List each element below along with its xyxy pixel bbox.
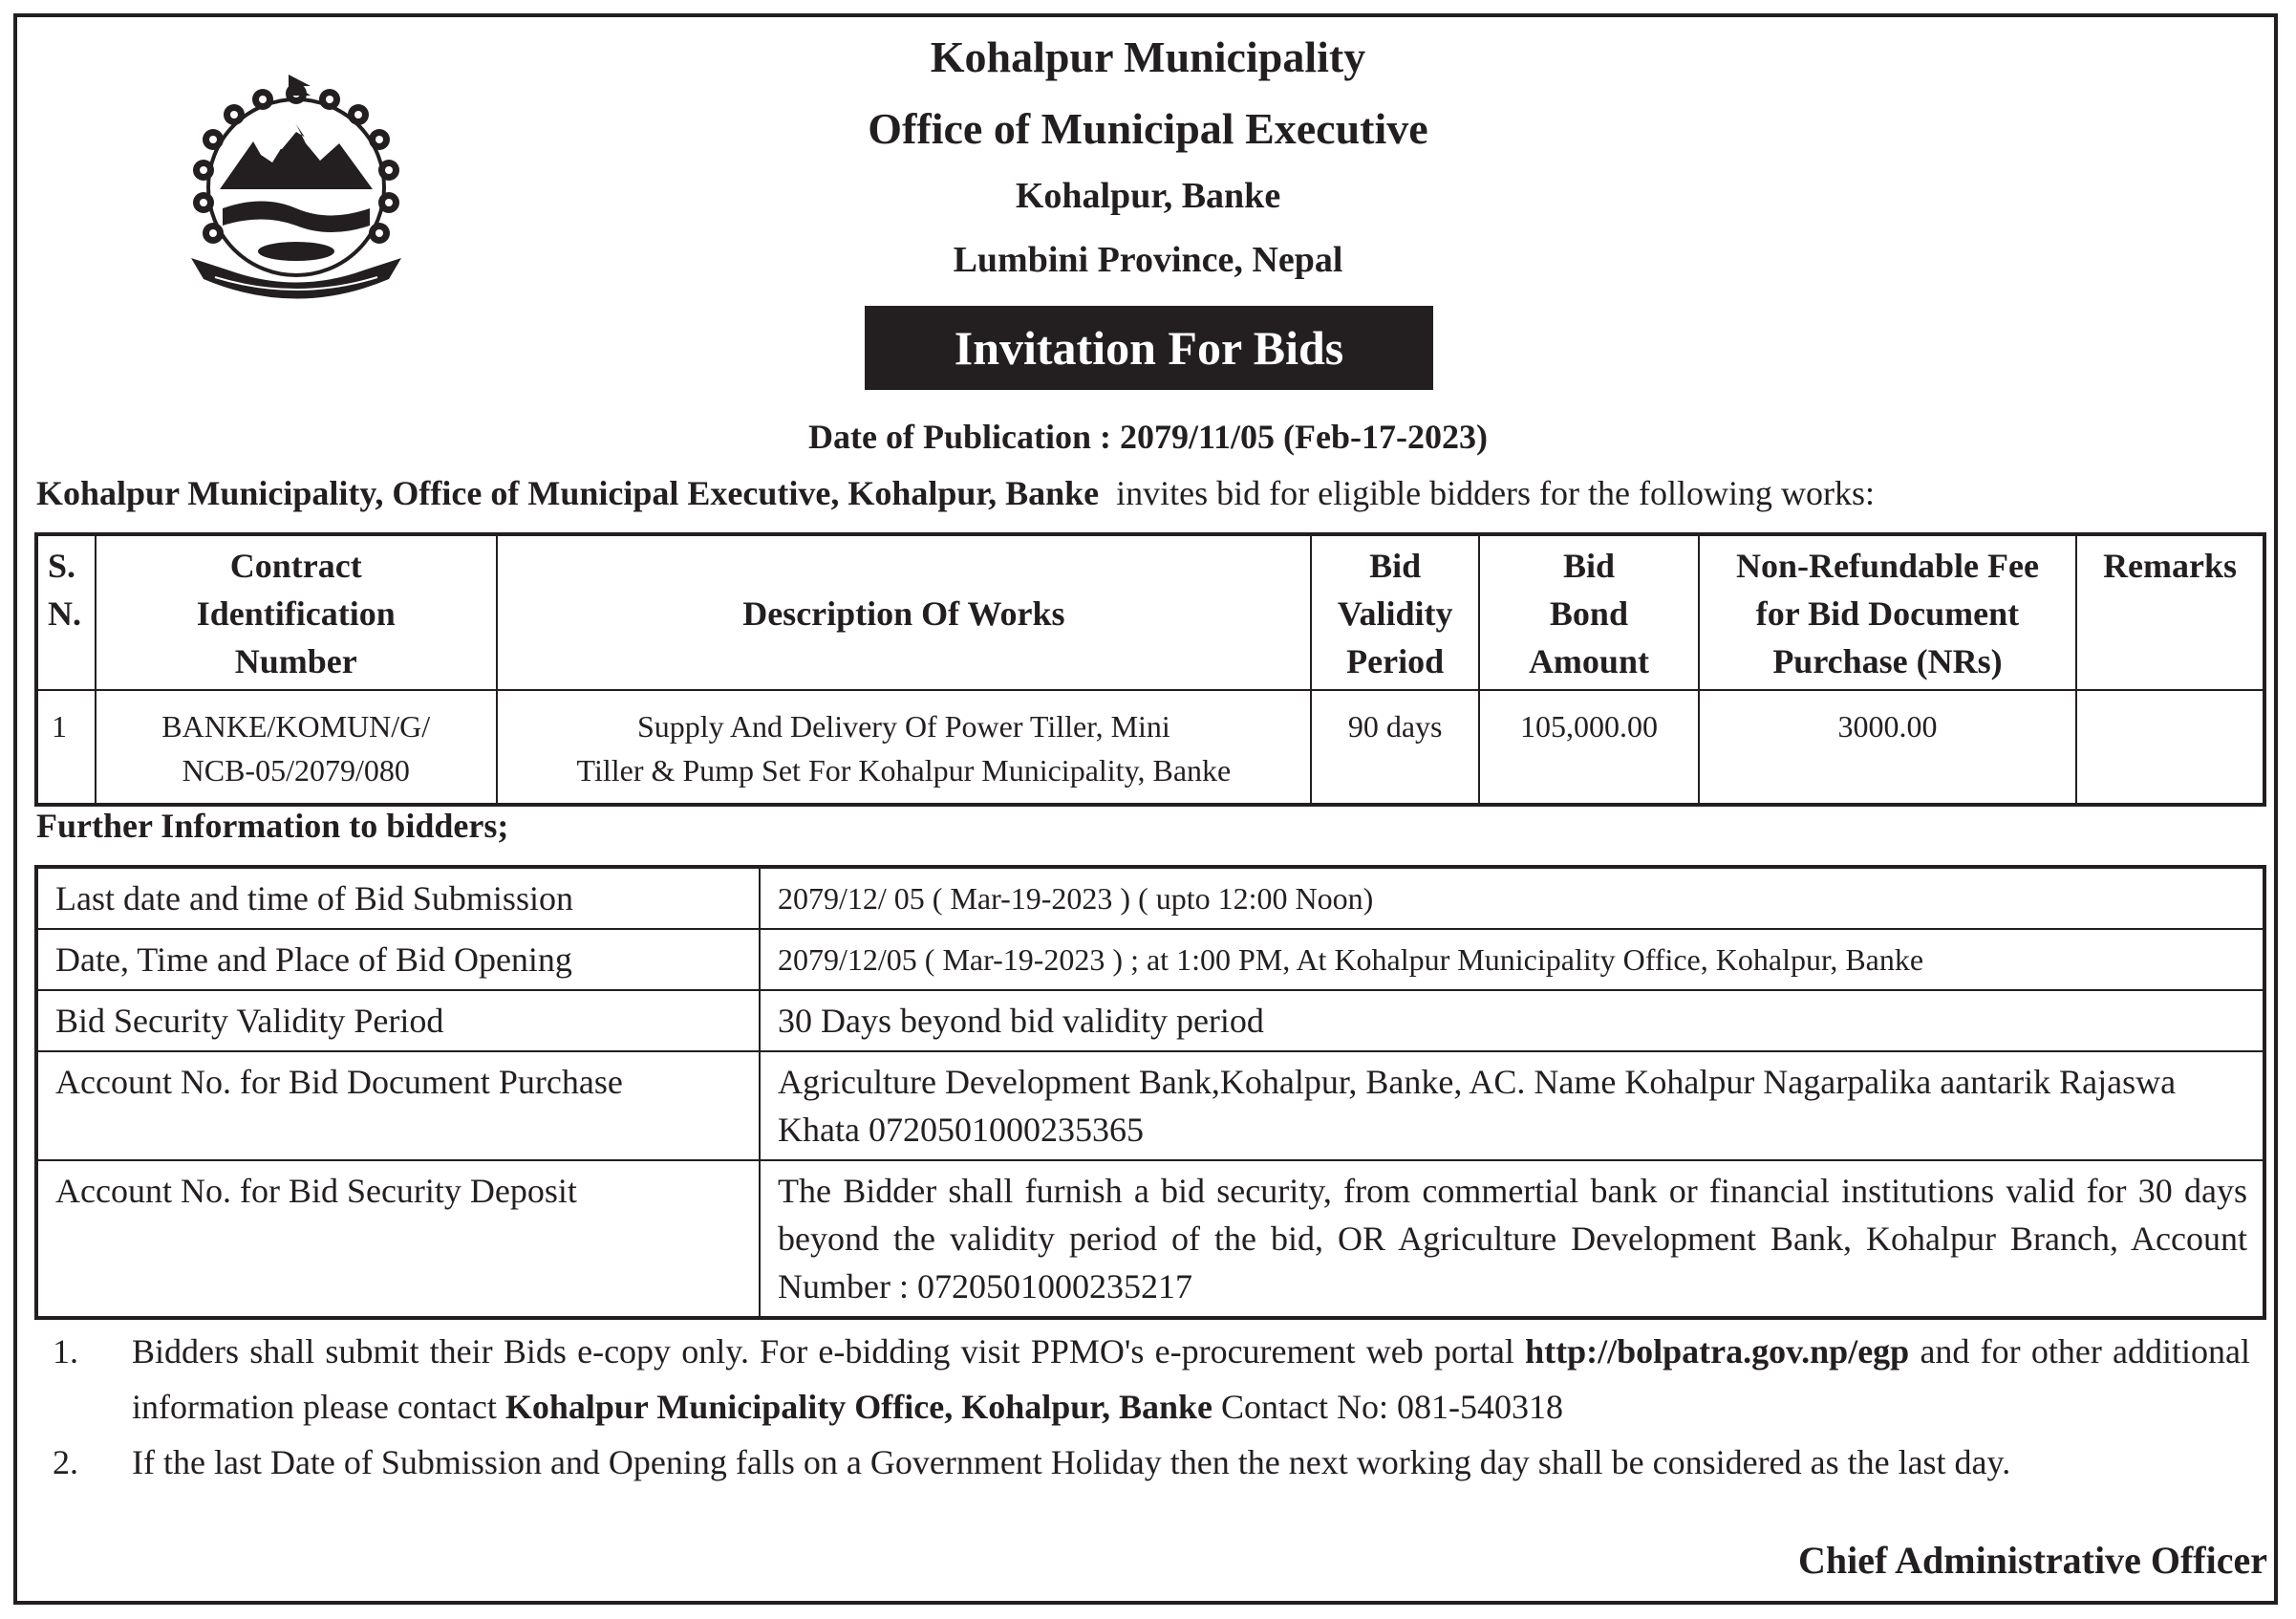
row-sn: 1 — [36, 690, 96, 805]
info-label: Bid Security Validity Period — [36, 990, 760, 1051]
table-row — [36, 1160, 2264, 1318]
office-contact: Kohalpur Municipality Office, Kohalpur, Banke — [504, 1388, 1212, 1426]
signature: Chief Administrative Officer — [1798, 1539, 2267, 1582]
further-info-heading: Further Information to bidders; — [36, 807, 509, 845]
contact-number: Contact No: 081-540318 — [1221, 1388, 1563, 1426]
note-number: 2. — [53, 1443, 78, 1481]
intro-paragraph — [36, 473, 1875, 513]
row-fee: 3000.00 — [1699, 690, 2076, 805]
note-text — [132, 1324, 2250, 1435]
header-fee: Non-Refundable Fee for Bid Document Purchase (NRs) — [1699, 534, 2076, 690]
row-remarks — [2076, 690, 2264, 805]
info-value: 30 Days beyond bid validity period — [760, 990, 2264, 1051]
header-description: Description Of Works — [497, 534, 1312, 690]
header-validity: Bid Validity Period — [1311, 534, 1479, 690]
table-row — [36, 1051, 2264, 1160]
info-value: 2079/12/05 ( Mar-19-2023 ) ; at 1:00 PM, At Kohalpur Municipality Office, Kohalpur, Banke — [760, 929, 2264, 990]
further-info-table — [34, 865, 2266, 1320]
info-label: Last date and time of Bid Submission — [36, 867, 760, 929]
note-number: 1. — [53, 1332, 78, 1371]
note-part: and for other additional information please contact — [132, 1332, 2251, 1426]
table-row — [36, 990, 2264, 1051]
bid-table — [34, 532, 2266, 807]
info-label: Account No. for Bid Document Purchase — [36, 1051, 760, 1160]
portal-link[interactable]: http://bolpatra.gov.np/egp — [1525, 1332, 1910, 1371]
row-validity: 90 days — [1311, 690, 1479, 805]
row-contract-id: BANKE/KOMUN/G/ NCB-05/2079/080 — [96, 690, 497, 805]
notice-title-banner: Invitation For Bids — [865, 306, 1433, 390]
table-row — [36, 929, 2264, 990]
list-item — [53, 1435, 2250, 1490]
info-value: Agriculture Development Bank,Kohalpur, Banke, AC. Name Kohalpur Nagarpalika aantarik Rajaswa Khata 0720501000235365 — [760, 1051, 2264, 1160]
office-location: Kohalpur, Banke — [1015, 176, 1281, 216]
list-item — [53, 1324, 2250, 1435]
info-label: Date, Time and Place of Bid Opening — [36, 929, 760, 990]
row-description: Supply And Delivery Of Power Tiller, Mini Tiller & Pump Set For Kohalpur Municipality, Banke — [497, 690, 1312, 805]
municipality-name: Kohalpur Municipality — [930, 32, 1366, 81]
intro-rest: invites bid for eligible bidders for the following works: — [1116, 474, 1875, 512]
header-bond: Bid Bond Amount — [1479, 534, 1699, 690]
header-sn: S. N. — [36, 534, 96, 690]
info-label: Account No. for Bid Security Deposit — [36, 1160, 760, 1318]
intro-bold: Kohalpur Municipality, Office of Municipal Executive, Kohalpur, Banke — [36, 474, 1100, 512]
row-bond: 105,000.00 — [1479, 690, 1699, 805]
publication-date: Date of Publication : 2079/11/05 (Feb-17-2023) — [808, 418, 1488, 456]
info-value: The Bidder shall furnish a bid security, from commertial bank or financial institutions valid for 30 days beyond the validity period of the bid, OR Agriculture Development Bank, Kohalpur Branch, Account Number : 0720501000235217 — [760, 1160, 2264, 1318]
note-part: Bidders shall submit their Bids e-copy only. For e-bidding visit PPMO's e-procurement web portal — [132, 1332, 1514, 1371]
header-contract-id: Contract Identification Number — [96, 534, 497, 690]
notes-list — [53, 1324, 2250, 1490]
info-value: 2079/12/ 05 ( Mar-19-2023 ) ( upto 12:00 Noon) — [760, 867, 2264, 929]
office-province: Lumbini Province, Nepal — [953, 240, 1343, 280]
bid-table-header-row — [36, 534, 2264, 690]
office-name: Office of Municipal Executive — [868, 104, 1428, 153]
table-row — [36, 867, 2264, 929]
table-row — [36, 690, 2264, 805]
header-remarks: Remarks — [2076, 534, 2264, 690]
note-text: If the last Date of Submission and Opening falls on a Government Holiday then the next working day shall be considered as the last day. — [132, 1443, 2011, 1481]
